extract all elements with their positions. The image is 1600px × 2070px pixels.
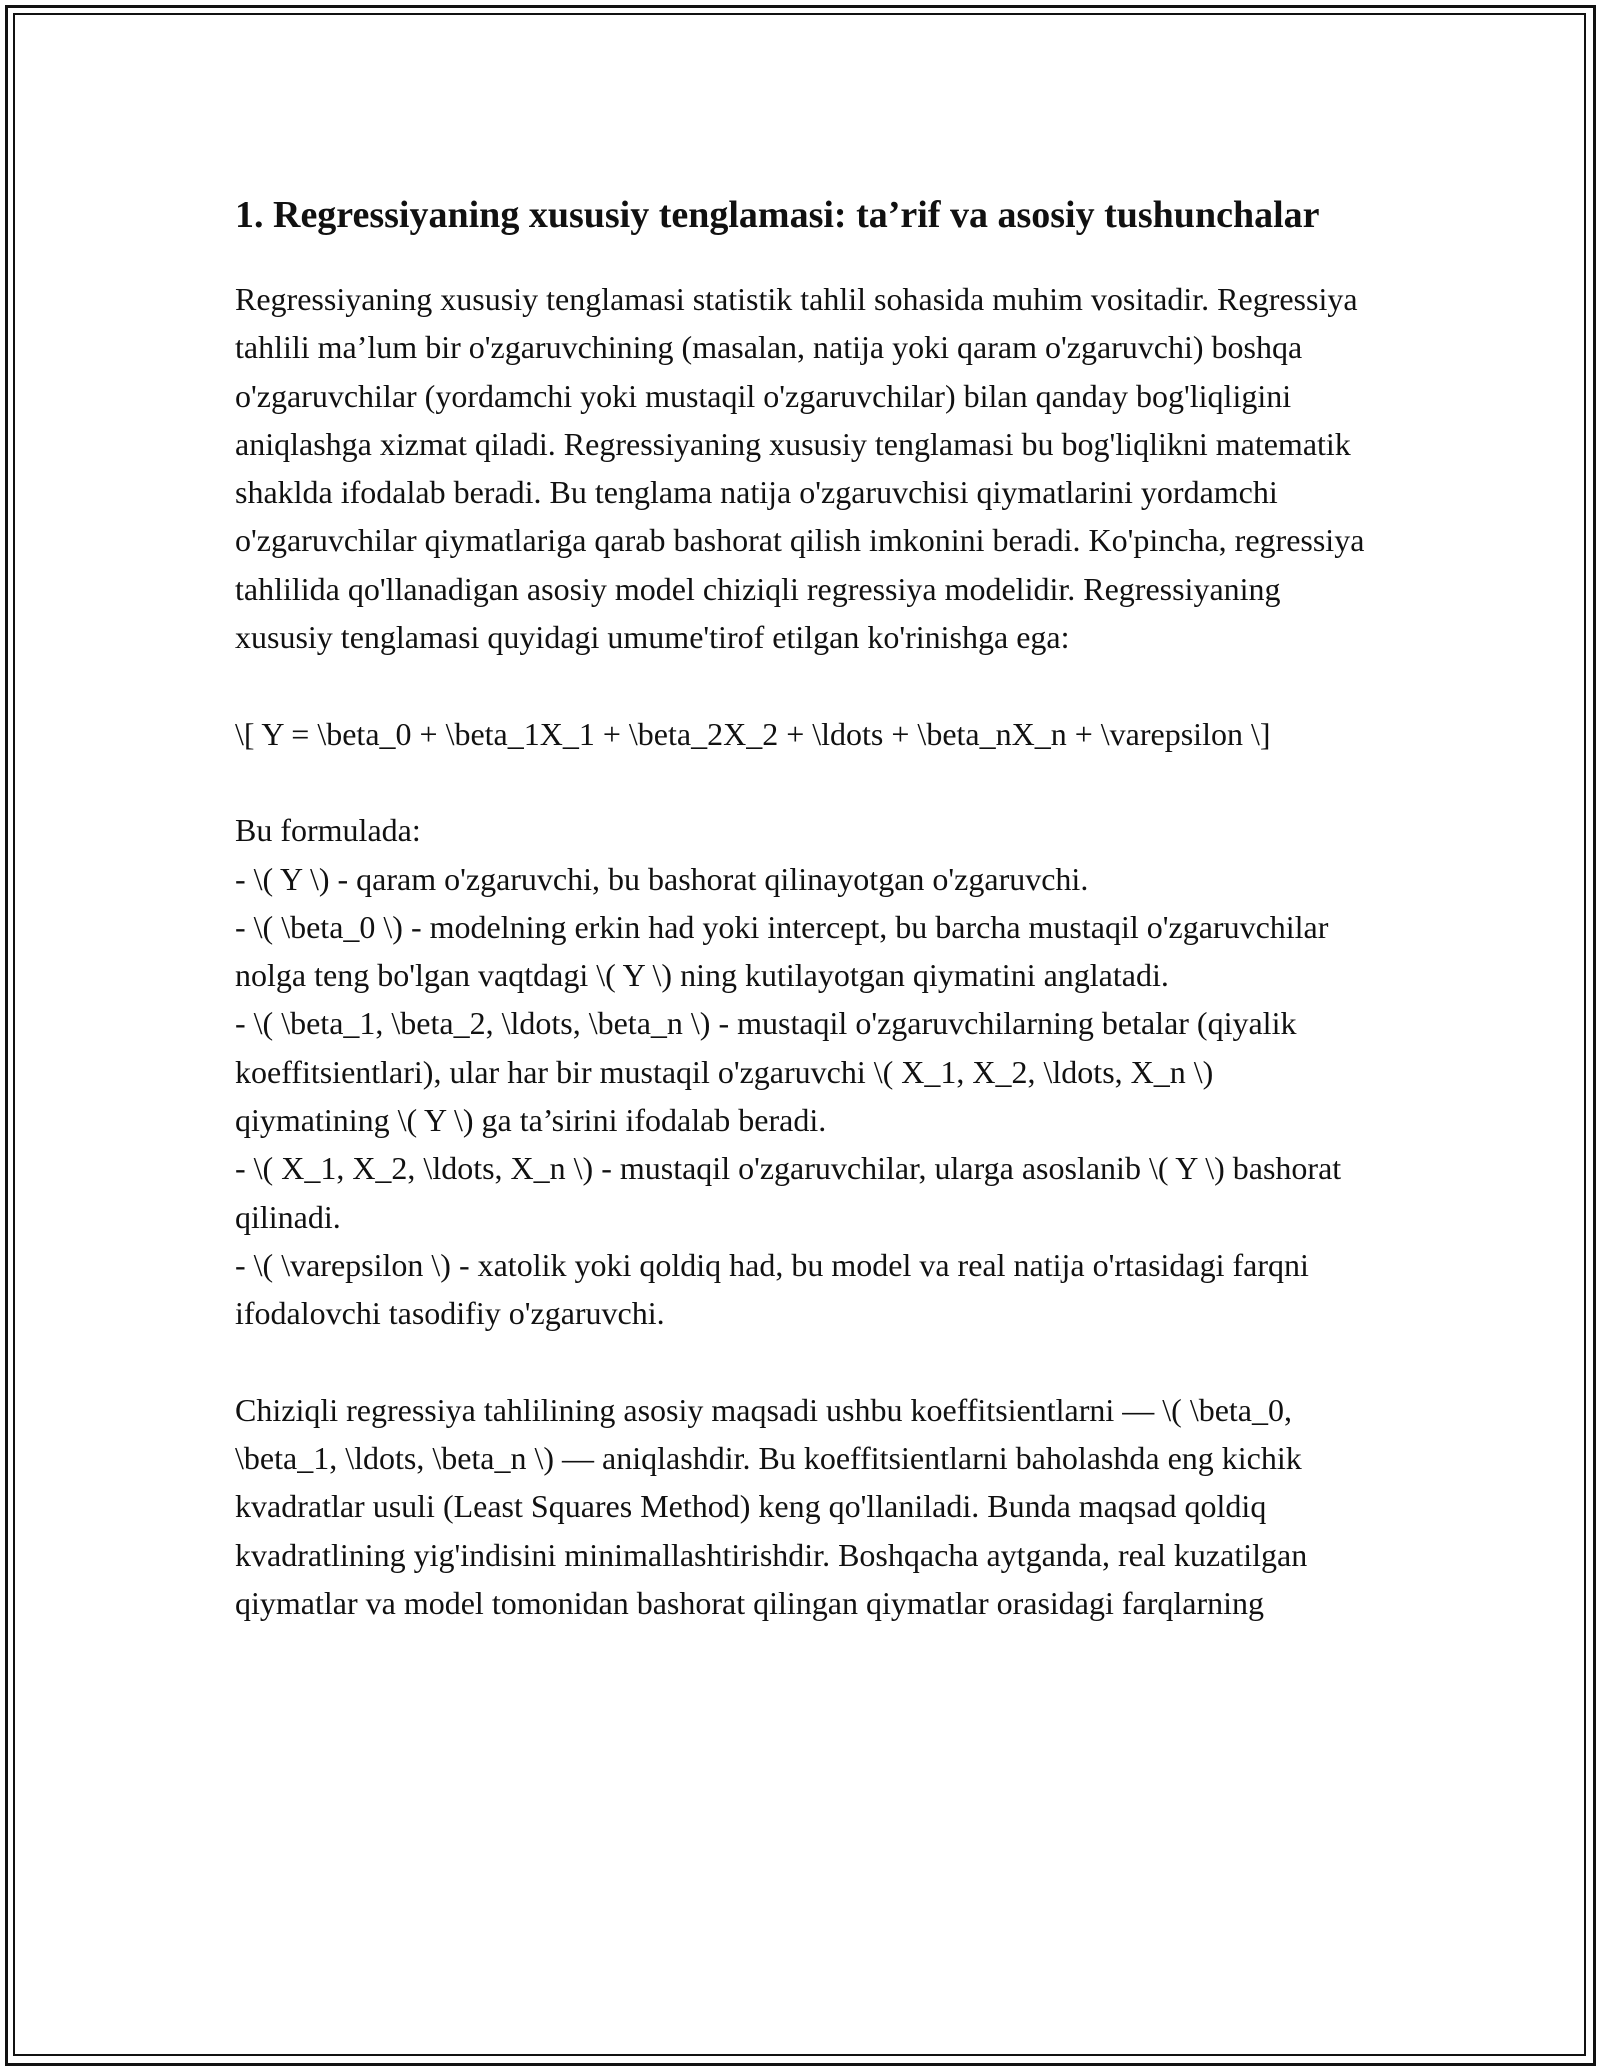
- definition-item: - \( \beta_1, \beta_2, \ldots, \beta_n \) - mustaqil o'zgaruvchilarning betalar (qiyalik koeffitsientlari), ular har bir mustaqil o'zgaruvchi \( X_1, X_2, \ldots, X_n \) qiymatining \( Y \) ga ta’sirini ifodalab beradi.: [235, 1005, 1297, 1139]
- formula-intro: Bu formulada:: [235, 812, 421, 849]
- section-heading: 1. Regressiyaning xususiy tenglamasi: ta’rif va asosiy tushunchalar: [235, 194, 1320, 236]
- intro-paragraph: Regressiyaning xususiy tenglamasi statistik tahlil sohasida muhim vositadir. Regressiya tahlili ma’lum bir o'zgaruvchining (masalan, natija yoki qaram o'zgaruvchi) boshqa o'zgaruvchilar (yordamchi yoki mustaqil o'zgaruvchilar) bilan qanday bog'liqligini aniqlashga xizmat qiladi. Regressiyaning xususiy tenglamasi bu bog'liqlikni matematik shaklda ifodalab beradi. Bu tenglama natija o'zgaruvchisi qiymatlarini yordamchi o'zgaruvchilar qiymatlariga qarab bashorat qilish imkonini beradi. Ko'pincha, regressiya tahlilida qo'llanadigan asosiy model chiziqli regressiya modelidir. Regressiyaning xususiy tenglamasi quyidagi umume'tirof etilgan ko'rinishga ega:: [235, 281, 1365, 656]
- definition-item: - \( Y \) - qaram o'zgaruvchi, bu bashorat qilinayotgan o'zgaruvchi.: [235, 860, 1089, 897]
- document-body: [235, 188, 1375, 1627]
- spacer: [235, 758, 1375, 806]
- spacer: [235, 661, 1375, 709]
- conclusion-paragraph: Chiziqli regressiya tahlilining asosiy maqsadi ushbu koeffitsientlarni — \( \beta_0, \beta_1, \ldots, \beta_n \) — aniqlashdir. Bu koeffitsientlarni baholashda eng kichik kvadratlar usuli (Least Squares Method) keng qo'llaniladi. Bunda maqsad qoldiq kvadratlining yig'indisini minimallashtirishdir. Boshqacha aytganda, real kuzatilgan qiymatlar va model tomonidan bashorat qilingan qiymatlar orasidagi farqlarning: [235, 1391, 1308, 1622]
- definition-item: - \( \varepsilon \) - xatolik yoki qoldiq had, bu model va real natija o'rtasidagi farqni ifodalovchi tasodifiy o'zgaruvchi.: [235, 1246, 1309, 1332]
- regression-formula: \[ Y = \beta_0 + \beta_1X_1 + \beta_2X_2 + \ldots + \beta_nX_n + \varepsilon \]: [235, 715, 1271, 752]
- definition-item: - \( \beta_0 \) - modelning erkin had yoki intercept, bu barcha mustaqil o'zgaruvchilar nolga teng bo'lgan vaqtdagi \( Y \) ning kutilayotgan qiymatini anglatadi.: [235, 908, 1329, 994]
- spacer: [235, 1338, 1375, 1386]
- definition-item: - \( X_1, X_2, \ldots, X_n \) - mustaqil o'zgaruvchilar, ularga asoslanib \( Y \) bashorat qilinadi.: [235, 1150, 1342, 1235]
